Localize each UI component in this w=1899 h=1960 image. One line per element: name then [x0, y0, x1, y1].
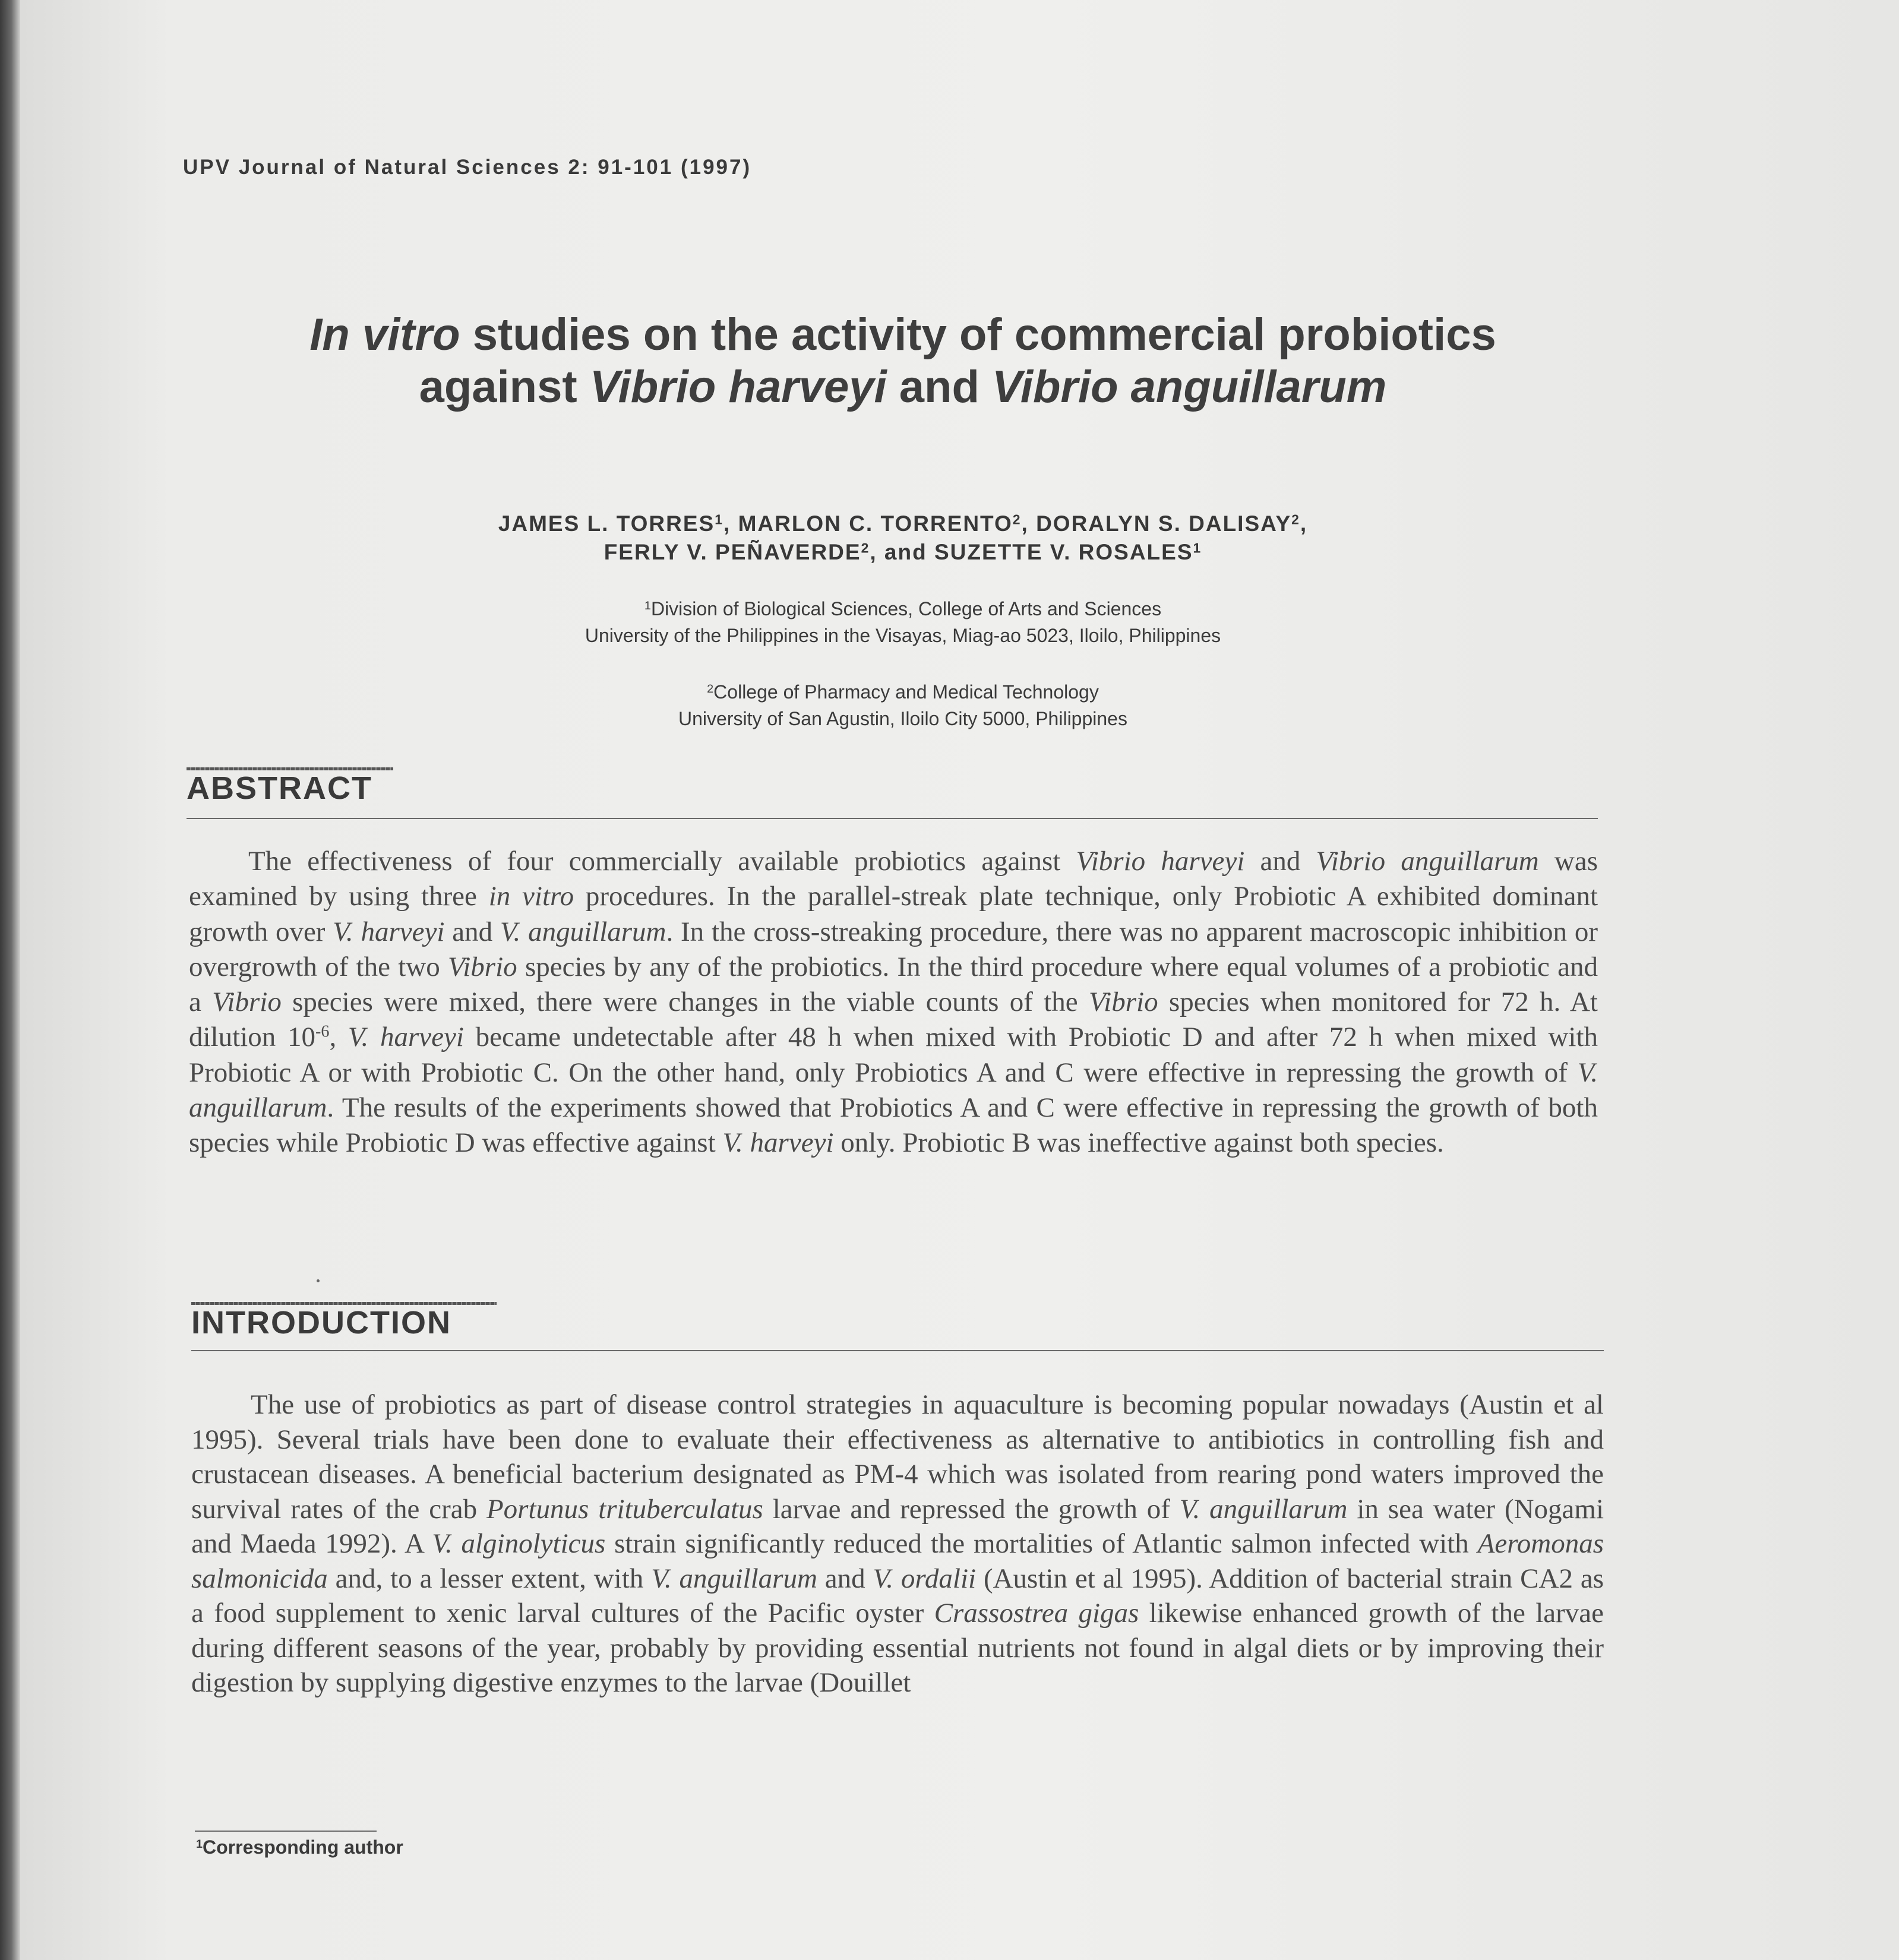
affiliation-2 [261, 679, 1544, 732]
abstract-text: species were mixed, there were changes in the viable counts of the [281, 987, 1089, 1018]
species-name: Vibrio harveyi [1076, 846, 1245, 877]
abstract-text: and [444, 916, 500, 947]
author-affil-mark: 1 [1193, 540, 1202, 556]
species-name: V. anguillarum [1179, 1493, 1348, 1525]
author-separator: , [1300, 511, 1308, 536]
species-name: Crassostrea gigas [934, 1598, 1139, 1629]
affiliation-mark: 2 [707, 682, 714, 696]
intro-text: and [817, 1563, 873, 1594]
species-name: Aeromonas salmonicida [191, 1528, 1604, 1594]
abstract-text: species by any of the probiotics. In the third procedure where equal volumes of a probiotic and a [189, 951, 1598, 1018]
footnote [196, 1836, 403, 1858]
affiliation-line: Division of Biological Sciences, College of Arts and Sciences [650, 598, 1162, 619]
intro-text: The use of probiotics as part of disease control strategies in aquaculture is becoming popular nowadays (Austin et al 1995). Several trials have been done to evaluate their effectiveness as alternative to antibiotics in controlling fish and crustacean diseases. A beneficial bacterium designated as PM-4 which was isolated from rearing pond waters improved the survival rates of the crab [191, 1389, 1604, 1525]
abstract-text: . In the cross-streaking procedure, there was no apparent macroscopic inhibition or overgrowth of the two [189, 916, 1598, 982]
species-name: Portunus trituberculatus [486, 1493, 763, 1525]
title-italic-vibrio-harveyi: Vibrio harveyi [589, 362, 887, 412]
abstract-text: species when monitored for 72 h. At dilution 10 [189, 987, 1598, 1053]
intro-text: (Austin et al 1995). Addition of bacterial strain CA2 as a food supplement to xenic larval cultures of the Pacific oyster [191, 1563, 1604, 1629]
abstract-heading: ABSTRACT [187, 770, 372, 806]
introduction-heading: INTRODUCTION [191, 1305, 451, 1341]
intro-text: larvae and repressed the growth of [763, 1493, 1180, 1525]
species-name: V. anguillarum [500, 916, 666, 947]
species-name: Vibrio [448, 951, 517, 982]
species-name: Vibrio [1088, 987, 1158, 1018]
abstract-body [189, 844, 1598, 1161]
running-head: UPV Journal of Natural Sciences 2: 91-101 (1997) [183, 156, 752, 179]
species-name: V. ordalii [873, 1563, 977, 1594]
abstract-text: and [1244, 846, 1316, 877]
author-name: SUZETTE V. ROSALES [934, 540, 1193, 564]
abstract-heading-rule-bottom [187, 818, 1598, 819]
intro-heading-rule-bottom [191, 1350, 1604, 1351]
affiliation-1 [261, 596, 1544, 649]
species-name: V. anguillarum [189, 1057, 1598, 1124]
abstract-text: became undetectable after 48 h when mixed with Probiotic D and after 72 h when mixed with Probiotic A or with Probiotic C. On the other hand, only Probiotics A and C were effective in repressing the growth of [189, 1022, 1598, 1088]
author-affil-mark: 2 [1291, 511, 1300, 527]
affiliation-line: University of San Agustin, Iloilo City 5000, Philippines [678, 708, 1127, 729]
author-name: JAMES L. TORRES [498, 511, 715, 536]
author-affil-mark: 2 [861, 540, 870, 556]
author-separator: , and [870, 540, 934, 564]
scan-speck [317, 1279, 320, 1282]
footnote-text: Corresponding author [203, 1836, 403, 1858]
author-name: FERLY V. PEÑAVERDE [603, 540, 861, 564]
intro-text: and, to a lesser extent, with [327, 1563, 652, 1594]
scan-edge-shadow [0, 0, 20, 1960]
author-name: MARLON C. TORRENTO [738, 511, 1013, 536]
species-name: Vibrio [212, 987, 282, 1018]
author-affil-mark: 2 [1012, 511, 1022, 527]
abstract-text: The effectiveness of four commercially available probiotics against [248, 846, 1076, 877]
author-name: DORALYN S. DALISAY [1036, 511, 1292, 536]
species-name: V. alginolyticus [432, 1528, 606, 1559]
title-text-and: and [886, 362, 992, 412]
affiliation-mark: 1 [644, 599, 651, 613]
latin-term: in vitro [488, 881, 574, 912]
article-title [261, 309, 1544, 413]
species-name: V. harveyi [722, 1127, 834, 1159]
species-name: V. harveyi [333, 916, 445, 947]
author-affil-mark: 1 [715, 511, 723, 527]
abstract-text: . The results of the experiments showed that Probiotics A and C were effective in repressing the growth of both species while Probiotic D was effective against [189, 1092, 1598, 1159]
intro-text: strain significantly reduced the mortalities of Atlantic salmon infected with [605, 1528, 1478, 1559]
title-italic-in-vitro: In vitro [309, 309, 460, 360]
introduction-body [191, 1387, 1604, 1700]
abstract-text: was examined by using three [189, 846, 1598, 912]
author-separator: , [723, 511, 738, 536]
title-italic-vibrio-anguillarum: Vibrio anguillarum [992, 362, 1387, 412]
footnote-rule [195, 1831, 377, 1832]
footnote-mark: 1 [196, 1838, 203, 1851]
species-name: V. harveyi [347, 1022, 464, 1053]
abstract-text: only. Probiotic B was ineffective against both species. [833, 1127, 1444, 1159]
affiliation-line: College of Pharmacy and Medical Technology [713, 681, 1099, 703]
intro-text: likewise enhanced growth of the larvae during different seasons of the year, probably by providing essential nutrients not found in algal diets or by improving their digestion by supplying digestive enzymes to the larvae (Douillet [191, 1598, 1604, 1698]
author-separator: , [1021, 511, 1037, 536]
author-list [261, 510, 1544, 567]
affiliation-line: University of the Philippines in the Visayas, Miag-ao 5023, Iloilo, Philippines [584, 625, 1221, 646]
species-name: Vibrio anguillarum [1316, 846, 1539, 877]
intro-text: in sea water (Nogami and Maeda 1992). A [191, 1493, 1604, 1559]
abstract-text: procedures. In the parallel-streak plate technique, only Probiotic A exhibited dominant growth over [189, 881, 1598, 947]
dilution-exponent: -6 [315, 1022, 330, 1041]
title-text: studies on the activity of commercial probiotics against [419, 309, 1496, 412]
abstract-text: , [329, 1022, 348, 1053]
species-name: V. anguillarum [651, 1563, 817, 1594]
